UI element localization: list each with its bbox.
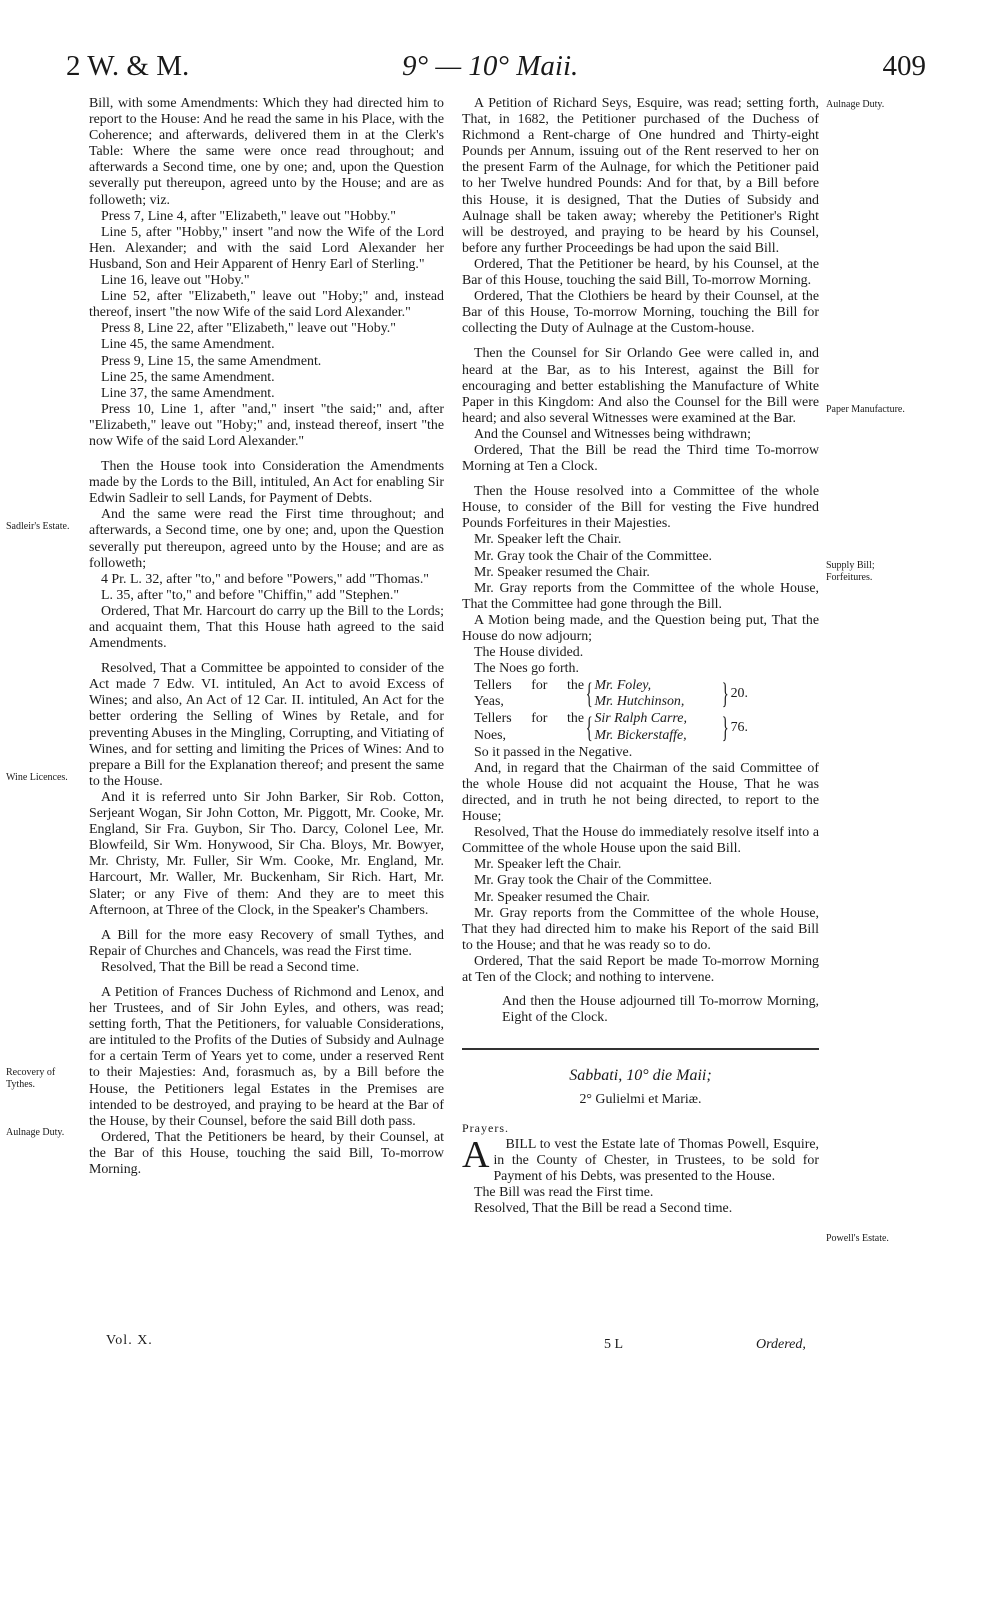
brace-right: } (721, 677, 729, 711)
paragraph: The Noes go forth. (474, 661, 579, 677)
paragraph: So it passed in the Negative. (474, 744, 633, 760)
paragraph: Ordered, That the Clothiers be heard by their Counsel, at the Bar of this House, To-morrow Morning, touching the Bill for collecting the Duty of Aulnage at the Custom-house. (462, 289, 819, 337)
adjournment-notice: And then the House adjourned till To-morrow Morning, Eight of the Clock. (502, 994, 819, 1026)
section-subheading: 2° Gulielmi et Mariæ. (579, 1092, 702, 1108)
paragraph: Mr. Gray took the Chair of the Committee. (474, 548, 713, 564)
paragraph: L. 35, after "to," and before "Chiffin," add "Stephen." (101, 587, 399, 603)
paragraph-powell (462, 1133, 819, 1185)
paragraph: Resolved, That the Bill be read a Second time. (101, 959, 360, 975)
paragraph: Ordered, That Mr. Harcourt do carry up the Bill to the Lords; and acquaint them, That this House hath agreed to the said Amendments. (89, 603, 444, 652)
paragraph: Resolved, That the House do immediately resolve itself into a Committee of the whole House upon the said Bill. (462, 825, 819, 857)
paragraph: A Petition of Richard Seys, Esquire, was read; setting forth, That, in 1682, the Petitioner purchased of the Duchess of Richmond a Rent-charge of One hundred and Thirty-eight Pounds per Annum, issuing out of the Rent reserved to her on the present Farm of the Aulnage, for which the Petitioner paid to her Twelve hundred Pounds: And for that, by a Bill before this House, it is designed, That the Duties of Subsidy and Aulnage shall be taken away; whereby the Petitioner's Right will be destroyed, and praying to be heard by his Counsel, before any further Proceedings be had upon the said Bill. (462, 96, 819, 256)
margin-note-wine: Wine Licences. (6, 772, 68, 783)
margin-note-aulnage-left: Aulnage Duty. (6, 1127, 65, 1138)
paragraph: Resolved, That the Bill be read a Second time. (474, 1200, 733, 1216)
drop-cap: A (462, 1133, 490, 1176)
paragraph: Ordered, That the Petitioners be heard, by their Counsel, at the Bar of this House, touching the said Bill, To-morrow Morning. (89, 1129, 444, 1177)
footer-signature: 5 L (604, 1337, 624, 1352)
tellers-label: Tellers for the Yeas, (474, 678, 585, 710)
paragraph: Line 5, after "Hobby," insert "and now the Wife of the Lord Hen. Alexander; and with the said Lord Alexander her Husband, Son and Heir Apparent of Henry Earl of Sterling." (89, 224, 444, 272)
paragraph: Line 37, the same Amendment. (101, 385, 275, 401)
brace-left: { (585, 710, 593, 744)
paragraph: Ordered, That the said Report be made To-morrow Morning at Ten of the Clock; and nothing to intervene. (462, 953, 819, 985)
paragraph: Press 10, Line 1, after "and," insert "the said;" and, after "Elizabeth," leave out "Hoby;" and, instead thereof, insert "the now Wife of the said Lord Alexander." (89, 401, 444, 449)
margin-note-sadleir: Sadleir's Estate. (6, 521, 70, 532)
paragraph: And the same were read the First time throughout; and afterwards, a Second time, one by one; and, upon the Question severally put thereupon, agreed unto by the House; and are as followeth; (89, 507, 444, 571)
margin-note-powell: Powell's Estate. (826, 1233, 889, 1244)
paragraph: Press 9, Line 15, the same Amendment. (101, 353, 322, 369)
section-divider (462, 1048, 819, 1050)
paragraph: Then the Counsel for Sir Orlando Gee were called in, and heard at the Bar, as to his Interest, against the Bill for encouraging and better establishing the Manufacture of White Paper in this Kingdom: And also the Counsel for the Bill were heard; and also several Witnesses were examined at the Bar. (462, 346, 819, 426)
margin-note-aulnage-right: Aulnage Duty. (826, 99, 885, 110)
tellers-yeas (474, 678, 819, 710)
tellers-label: Tellers for the Noes, (474, 711, 585, 743)
paragraph: Resolved, That a Committee be appointed to consider of the Act made 7 Edw. VI. intituled, An Act to avoid Excess of Wines; and also, An Act of 12 Car. II. intituled, An Act for the better ordering the Selling of Wines by Retale, and for preventing Abuses in the Mingling, Corrupting, and Vitiating of Wines, and for setting and limiting the Prices of Wines: And to prepare a Bill for the Explanation thereof; and present the same to the House. (89, 661, 444, 789)
paragraph: Bill, with some Amendments: Which they had directed him to report to the House: And he read the same in his Place, with the Coherence; and afterwards, delivered them in at the Clerk's Table: Where the same were once read throughout; and afterwards a Second time, one by one; and, upon the Question severally put thereupon, agreed unto by the House; and are as followeth; viz. (89, 96, 444, 208)
tellers-count: 20. (730, 686, 748, 702)
header-page-number: 409 (882, 50, 926, 82)
paragraph: Line 52, after "Elizabeth," leave out "Hoby;" and, instead thereof, insert "the now Wife of the said Lord Alexander." (89, 289, 444, 321)
paragraph: The House divided. (474, 645, 584, 661)
header-date: 9° — 10° Maii. (402, 50, 579, 82)
paragraph: Ordered, That the Bill be read the Third time To-morrow Morning at Ten a Clock. (462, 442, 819, 475)
paragraph: Then the House resolved into a Committee of the whole House, to consider of the Bill for vesting the Five hundred Pounds Forfeitures in their Majesties. (462, 484, 819, 532)
paragraph: The Bill was read the First time. (474, 1184, 654, 1200)
paragraph: Mr. Speaker left the Chair. (474, 532, 622, 548)
paragraph: Press 8, Line 22, after "Elizabeth," leave out "Hoby." (101, 321, 396, 337)
paragraph: Mr. Speaker resumed the Chair. (474, 564, 650, 580)
footer-volume: Vol. X. (106, 1333, 153, 1348)
tellers-names (594, 678, 720, 710)
paragraph: 4 Pr. L. 32, after "to," and before "Powers," add "Thomas." (101, 571, 429, 587)
paragraph: Line 16, leave out "Hoby." (101, 273, 250, 289)
right-column (462, 96, 819, 1217)
paragraph: Mr. Speaker left the Chair. (474, 857, 622, 873)
margin-note-supply: Supply Bill; Forfeitures. (826, 560, 875, 583)
teller-name: Sir Ralph Carre, (594, 711, 687, 727)
prayers-label: Prayers. (462, 1121, 509, 1136)
paragraph: A Bill for the more easy Recovery of small Tythes, and Repair of Churches and Chancels, was read the First time. (89, 927, 444, 959)
paragraph-text: BILL to vest the Estate late of Thomas Powell, Esquire, in the County of Chester, in Trustees, to be sold for Payment of his Debts, was presented to the House. (493, 1136, 819, 1184)
paragraph: A Motion being made, and the Question being put, That the House do now adjourn; (462, 612, 819, 644)
teller-name: Mr. Foley, (594, 678, 652, 694)
paragraph: Mr. Gray reports from the Committee of the whole House, That they had directed him to make his Report of the said Bill to the House; and that he was ready so to do. (462, 905, 819, 953)
paragraph: Ordered, That the Petitioner be heard, by his Counsel, at the Bar of this House, touching the said Bill, To-morrow Morning. (462, 256, 819, 289)
paragraph: Mr. Speaker resumed the Chair. (474, 889, 650, 905)
paragraph: And the Counsel and Witnesses being withdrawn; (474, 426, 751, 442)
paragraph: Line 25, the same Amendment. (101, 369, 275, 385)
paragraph: A Petition of Frances Duchess of Richmond and Lenox, and her Trustees, and of Sir John Eyles, and others, was read; setting forth, That the Petitioners, for valuable Considerations, are intituled to the Profits of the Duties of Subsidy and Aulnage for a certain Term of Years yet to come, under a reserved Rent to their Majesties: And, forasmuch as, by a Bill before the House, the Petitioners legal Estates in the Premises are intended to be destroyed, and praying to be heard at the Bar of the House, by their Counsel, before the said Bill doth pass. (89, 984, 444, 1129)
paragraph: Press 7, Line 4, after "Elizabeth," leave out "Hobby." (101, 208, 396, 224)
footer-catchword: Ordered, (756, 1337, 806, 1352)
section-heading: Sabbati, 10° die Maii; (569, 1067, 712, 1085)
header-regnal-year: 2 W. & M. (66, 50, 190, 82)
paragraph: And, in regard that the Chairman of the said Committee of the whole House did not acquaint the House, That he was directed, and in truth he not being directed, to report to the House; (462, 760, 819, 825)
tellers-noes (474, 711, 819, 743)
left-column (89, 96, 444, 1178)
tellers-count: 76. (730, 719, 748, 735)
margin-note-tythes: Recovery of Tythes. (6, 1067, 56, 1090)
teller-name: Mr. Hutchinson, (594, 694, 685, 710)
margin-note-paper: Paper Manufacture. (826, 404, 905, 415)
paragraph: Mr. Gray took the Chair of the Committee. (474, 873, 713, 889)
teller-name: Mr. Bickerstaffe, (594, 727, 687, 743)
paragraph: And it is referred unto Sir John Barker, Sir Rob. Cotton, Serjeant Wogan, Sir John Cotton, Mr. Piggott, Mr. Cooke, Mr. England, Sir Fra. Guybon, Sir Tho. Darcy, Colonel Lee, Mr. Blowfeild, Sir Wm. Honywood, Sir Cha. Bloys, Mr. Bowyer, Mr. Christy, Mr. Fuller, Sir Wm. Cooke, Mr. England, Mr. Harcourt, Mr. Waller, Mr. Buckenham, Sir Rich. Hart, Mr. Slater; or any Five of them: And they are to meet this Afternoon, at Three of the Clock, in the Speaker's Chambers. (89, 789, 444, 918)
paragraph: Line 45, the same Amendment. (101, 337, 275, 353)
brace-left: { (585, 677, 593, 711)
paragraph: Mr. Gray reports from the Committee of the whole House, That the Committee had gone through the Bill. (462, 580, 819, 612)
brace-right: } (721, 710, 729, 744)
paragraph: Then the House took into Consideration the Amendments made by the Lords to the Bill, intituled, An Act for enabling Sir Edwin Sadleir to sell Lands, for Payment of Debts. (89, 459, 444, 507)
tellers-names (594, 711, 720, 743)
